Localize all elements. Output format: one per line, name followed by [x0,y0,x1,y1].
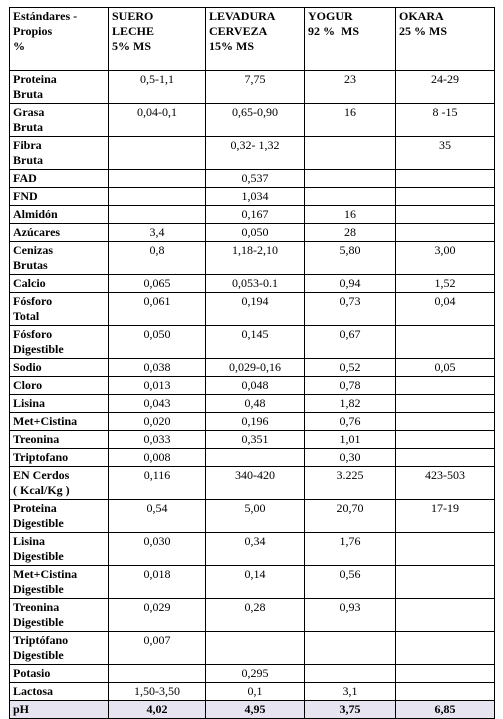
table-cell: 0,043 [109,395,206,413]
row-label-line: Digestible [13,648,64,662]
table-cell [305,188,396,206]
row-label-line: Triptófano [13,633,69,647]
table-cell: 0,029 [109,599,206,632]
table-row [10,242,495,275]
table-cell: 3,75 [305,701,396,719]
table-cell: 0,050 [109,326,206,359]
table-cell: 0,5-1,1 [109,71,206,104]
table-cell: 0,30 [305,449,396,467]
table-row [10,359,495,377]
table-cell: 0,020 [109,413,206,431]
column-header-line: 92 % MS [308,24,359,38]
table-cell [396,431,495,449]
table-cell [396,377,495,395]
table-row [10,224,495,242]
table-cell: 0,116 [109,467,206,500]
table-cell [305,137,396,170]
row-label-line: ( Kcal/Kg ) [13,483,70,497]
table-cell: 0,194 [206,293,305,326]
row-label-line: Met+Cistina [13,414,78,428]
table-cell: 0,1 [206,683,305,701]
table-row [10,500,495,533]
column-header-line: Propios [13,24,53,38]
header-row [10,8,495,71]
table-cell: 0,065 [109,275,206,293]
row-label-line: Bruta [13,153,43,167]
table-cell: 3.225 [305,467,396,500]
table-cell: 0,048 [206,377,305,395]
row-label [10,665,109,683]
table-cell: 1,01 [305,431,396,449]
row-label [10,242,109,275]
row-label-line: Digestible [13,582,64,596]
table-cell: 0,007 [109,632,206,665]
row-label-line: Digestible [13,615,64,629]
column-header-line: Estándares - [13,9,78,23]
table-cell: 0,34 [206,533,305,566]
table-cell: 340-420 [206,467,305,500]
table-row [10,275,495,293]
table-cell [396,224,495,242]
table-cell: 0,033 [109,431,206,449]
table-cell: 0,295 [206,665,305,683]
row-label-line: Lisina [13,396,46,410]
table-cell: 0,76 [305,413,396,431]
table-cell: 0,05 [396,359,495,377]
table-cell: 0,061 [109,293,206,326]
row-label-line: Lactosa [13,684,53,698]
table-cell [396,395,495,413]
row-label [10,683,109,701]
table-cell: 0,28 [206,599,305,632]
row-label-line: Treonina [13,432,60,446]
table-row [10,533,495,566]
table-row [10,467,495,500]
table-cell: 6,85 [396,701,495,719]
table-row [10,683,495,701]
table-row [10,701,495,719]
row-label-line: Fibra [13,138,42,152]
table-cell [109,137,206,170]
table-cell [396,533,495,566]
table-cell: 0,32- 1,32 [206,137,305,170]
table-cell: 0,537 [206,170,305,188]
table-cell: 24-29 [396,71,495,104]
table-cell: 16 [305,104,396,137]
row-label [10,467,109,500]
row-label-line: Proteina [13,72,57,86]
table-cell: 0,14 [206,566,305,599]
table-cell: 5,00 [206,500,305,533]
table-row [10,71,495,104]
table-row [10,395,495,413]
table-cell: 0,8 [109,242,206,275]
table-cell: 0,018 [109,566,206,599]
table-row [10,326,495,359]
row-label-line: Potasio [13,666,51,680]
row-label [10,104,109,137]
table-cell: 4,02 [109,701,206,719]
table-cell [396,206,495,224]
row-label-line: Cloro [13,378,43,392]
table-cell: 0,145 [206,326,305,359]
table-cell [109,206,206,224]
row-label [10,275,109,293]
table-cell: 0,78 [305,377,396,395]
row-label [10,449,109,467]
table-row [10,293,495,326]
table-cell: 0,008 [109,449,206,467]
row-label-line: Treonina [13,600,60,614]
row-label-line: FAD [13,171,37,185]
table-cell [396,683,495,701]
row-label [10,71,109,104]
table-row [10,599,495,632]
table-cell [206,449,305,467]
table-cell: 1,82 [305,395,396,413]
row-label-line: Lisina [13,534,46,548]
table-cell: 0,013 [109,377,206,395]
row-label [10,326,109,359]
row-label [10,566,109,599]
table-cell: 3,00 [396,242,495,275]
table-row [10,431,495,449]
column-header [305,8,396,71]
table-cell: 0,52 [305,359,396,377]
table-cell: 0,04 [396,293,495,326]
table-cell: 5,80 [305,242,396,275]
table-cell [396,188,495,206]
column-header-line: 5% MS [112,39,151,53]
column-header [396,8,495,71]
row-label [10,701,109,719]
table-cell [305,632,396,665]
column-header-line: 25 % MS [399,24,447,38]
table-cell: 23 [305,71,396,104]
table-cell [396,326,495,359]
row-label-line: Digestible [13,342,64,356]
table-cell: 0,93 [305,599,396,632]
table-cell: 0,48 [206,395,305,413]
row-label-line: Total [13,309,40,323]
row-label [10,224,109,242]
row-label-line: Proteina [13,501,57,515]
column-header-line: OKARA [399,9,444,23]
table-cell: 0,351 [206,431,305,449]
nutrient-table [9,7,495,719]
column-header [10,8,109,71]
row-label [10,137,109,170]
column-header-line: YOGUR [308,9,353,23]
table-cell: 0,167 [206,206,305,224]
table-cell: 1,76 [305,533,396,566]
row-label [10,632,109,665]
table-cell [109,170,206,188]
table-cell: 423-503 [396,467,495,500]
table-cell: 3,1 [305,683,396,701]
table-cell: 17-19 [396,500,495,533]
table-cell [396,632,495,665]
row-label [10,188,109,206]
table-cell: 1,18-2,10 [206,242,305,275]
row-label-line: Grasa [13,105,45,119]
row-label-line: Digestible [13,549,64,563]
column-header-line: LECHE [112,24,155,38]
table-cell [396,449,495,467]
table-cell: 0,54 [109,500,206,533]
row-label-line: Almidón [13,207,58,221]
table-cell [305,665,396,683]
table-cell: 0,053-0.1 [206,275,305,293]
table-cell: 0,038 [109,359,206,377]
row-label-line: Calcio [13,276,46,290]
table-cell: 28 [305,224,396,242]
table-cell: 1,034 [206,188,305,206]
row-label-line: FND [13,189,38,203]
column-header-line: CERVEZA [209,24,268,38]
row-label-line: Bruta [13,120,43,134]
row-label [10,413,109,431]
row-label-line: Fósforo [13,327,53,341]
table-row [10,206,495,224]
table-cell [396,665,495,683]
row-label [10,431,109,449]
row-label-line: Sodio [13,360,42,374]
table-cell: 35 [396,137,495,170]
column-header-line: % [13,39,25,53]
table-cell: 0,050 [206,224,305,242]
row-label [10,395,109,413]
table-cell: 0,94 [305,275,396,293]
column-header-line: SUERO [112,9,154,23]
row-label-line: Digestible [13,516,64,530]
table-row [10,632,495,665]
table-cell: 0,65-0,90 [206,104,305,137]
table-row [10,566,495,599]
table-row [10,413,495,431]
table-row [10,665,495,683]
column-header [206,8,305,71]
row-label [10,170,109,188]
table-cell: 16 [305,206,396,224]
column-header-line: LEVADURA [209,9,276,23]
row-label-line: Azúcares [13,225,61,239]
row-label-line: Cenizas [13,243,53,257]
table-cell [109,665,206,683]
table-row [10,104,495,137]
table-row [10,170,495,188]
table-cell: 3,4 [109,224,206,242]
table-cell: 0,030 [109,533,206,566]
row-label-line: pH [13,702,30,716]
table-row [10,188,495,206]
row-label-line: EN Cerdos [13,468,70,482]
table-cell [396,566,495,599]
table-cell: 0,73 [305,293,396,326]
table-cell: 0,196 [206,413,305,431]
table-row [10,449,495,467]
table-cell: 4,95 [206,701,305,719]
table-row [10,137,495,170]
table-row [10,377,495,395]
table-cell [109,188,206,206]
table-cell: 0,029-0,16 [206,359,305,377]
row-label [10,377,109,395]
table-cell [396,170,495,188]
column-header-line: 15% MS [209,39,254,53]
row-label-line: Fósforo [13,294,53,308]
table-cell: 1,52 [396,275,495,293]
table-cell: 7,75 [206,71,305,104]
row-label [10,206,109,224]
table-cell [396,413,495,431]
row-label [10,599,109,632]
row-label [10,359,109,377]
row-label [10,293,109,326]
table-cell: 0,56 [305,566,396,599]
table-cell: 20,70 [305,500,396,533]
row-label [10,533,109,566]
row-label-line: Triptofano [13,450,69,464]
row-label [10,500,109,533]
table-cell: 0,67 [305,326,396,359]
table-cell [206,632,305,665]
table-cell: 8 -15 [396,104,495,137]
table-cell: 1,50-3,50 [109,683,206,701]
column-header [109,8,206,71]
table-cell [305,170,396,188]
table-cell: 0,04-0,1 [109,104,206,137]
row-label-line: Brutas [13,258,48,272]
table-cell [396,599,495,632]
row-label-line: Bruta [13,87,43,101]
row-label-line: Met+Cistina [13,567,78,581]
